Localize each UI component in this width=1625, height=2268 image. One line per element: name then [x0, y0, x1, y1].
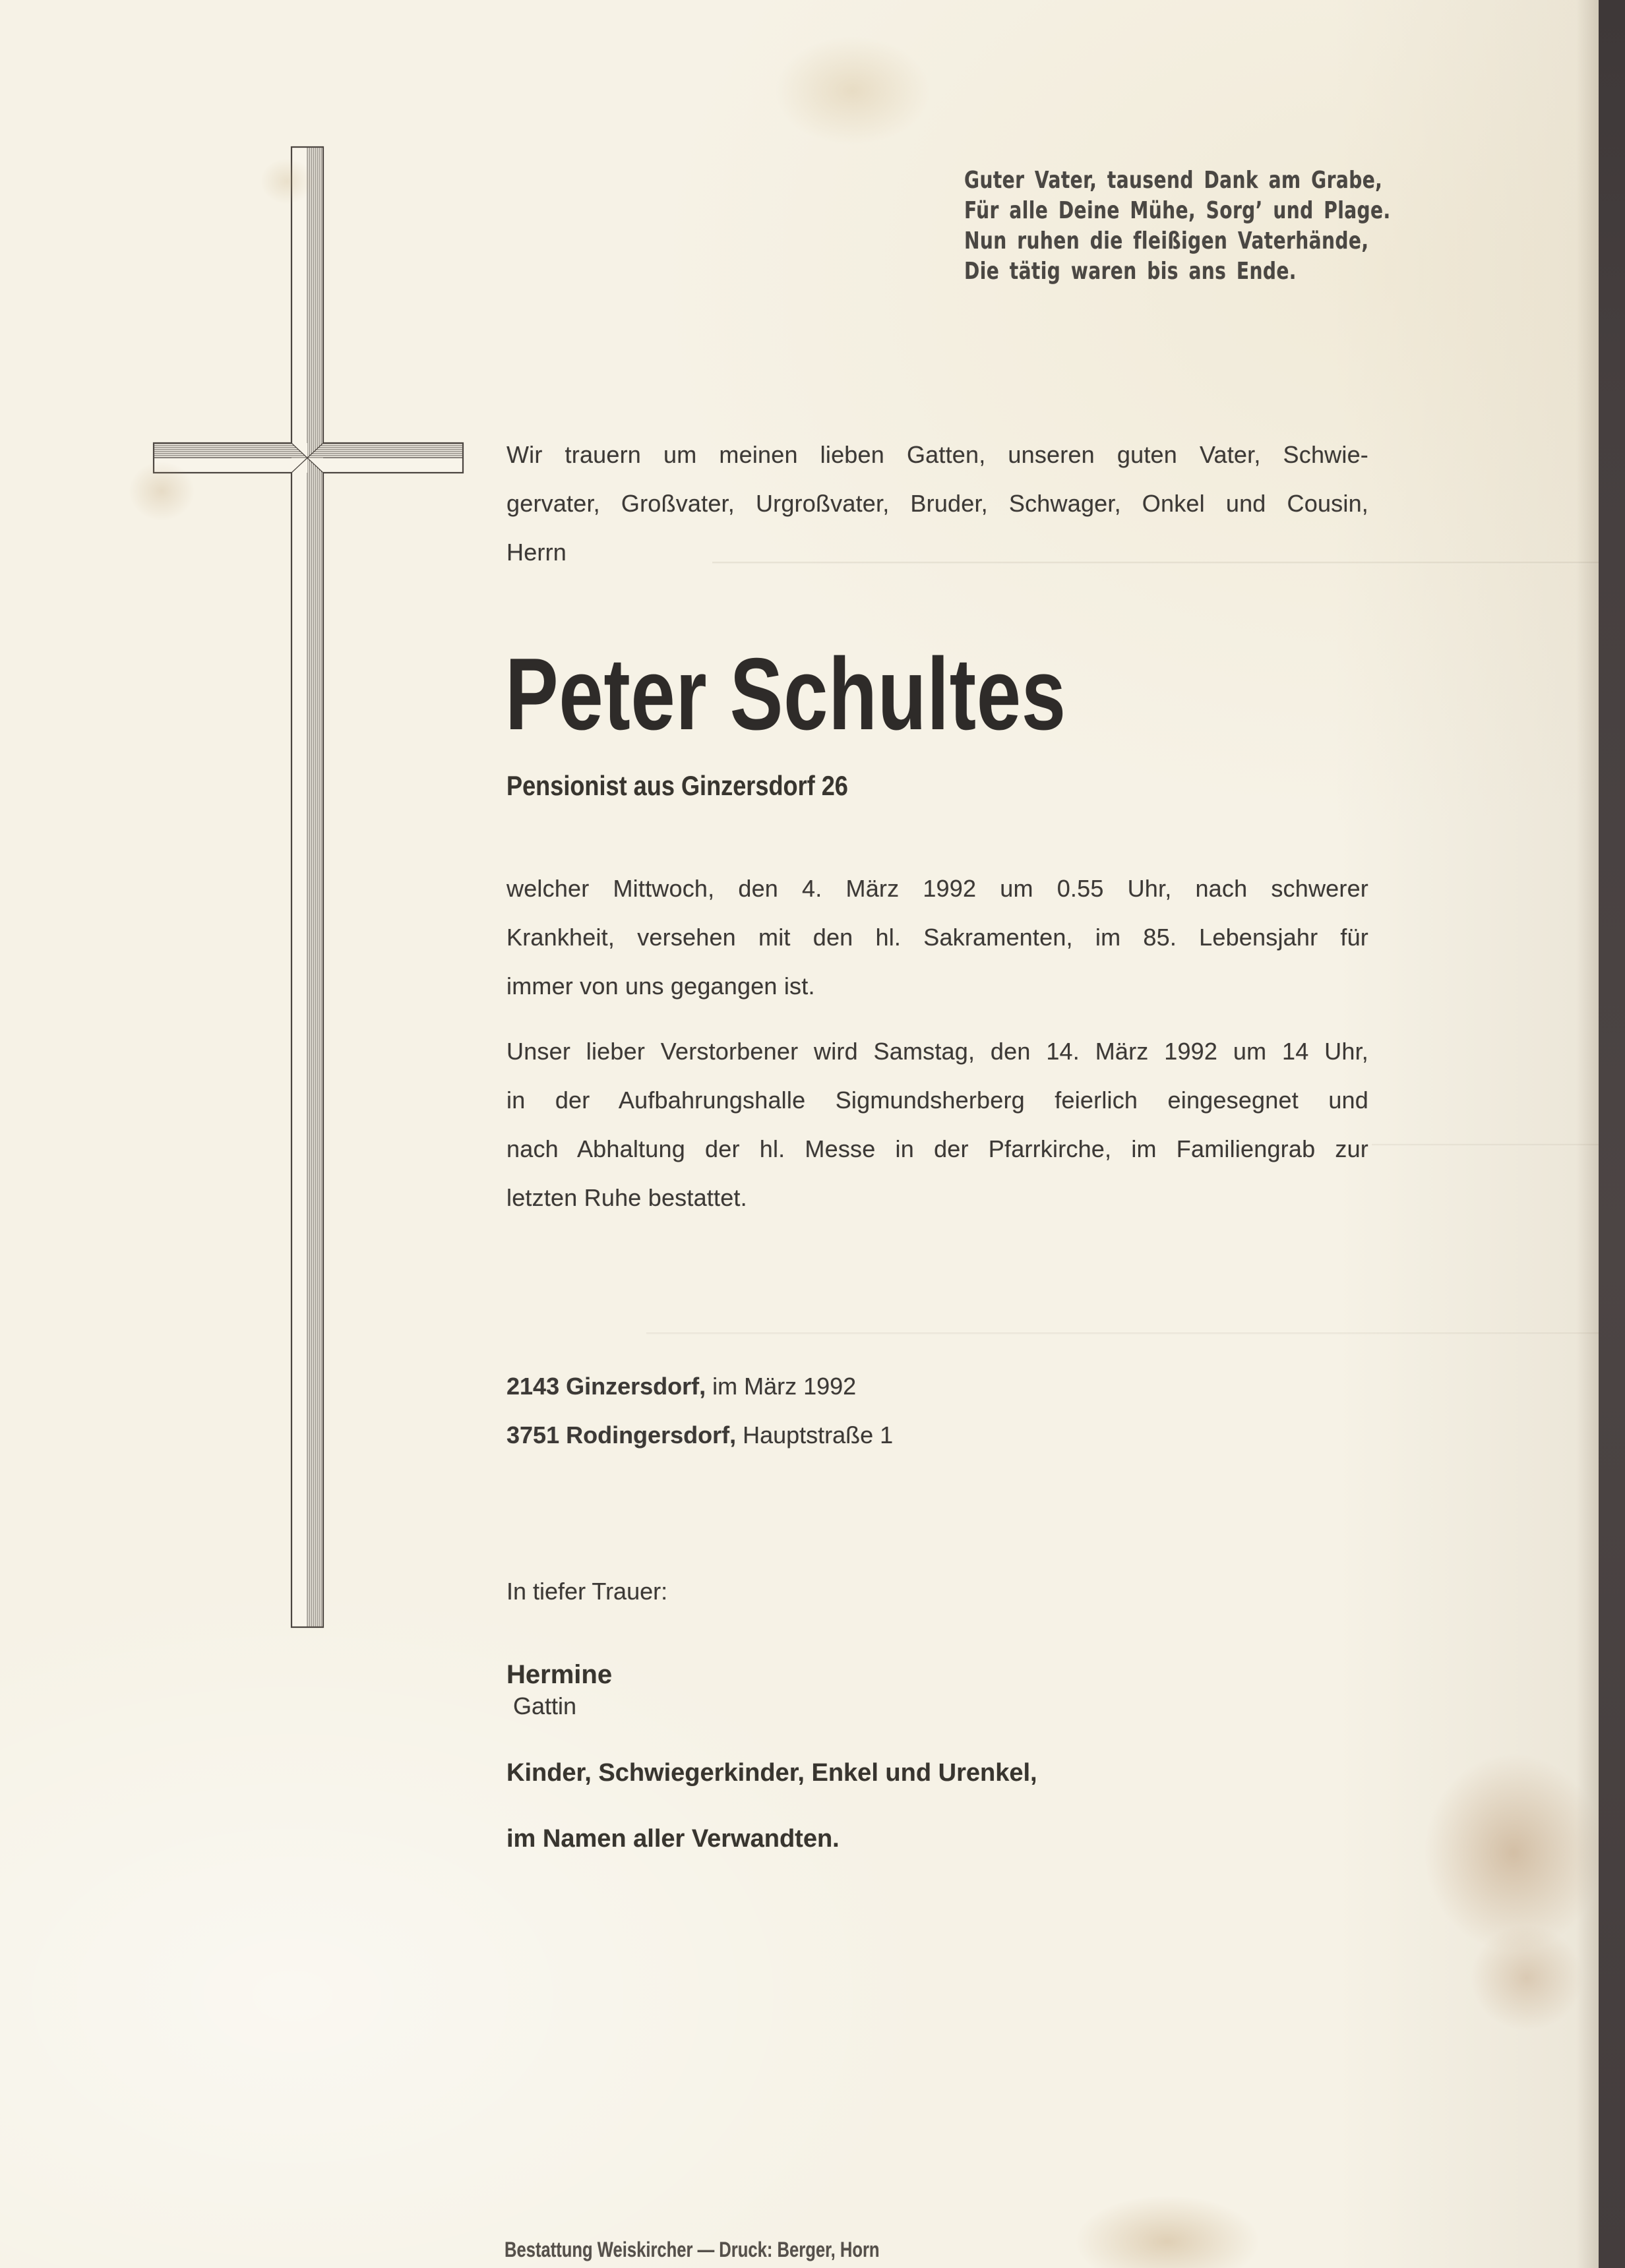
paragraph-line: Krankheit, versehen mit den hl. Sakramenten, im 85. Lebensjahr für — [506, 924, 1368, 951]
paragraph-line: nach Abhaltung der hl. Messe in der Pfarrkirche, im Familiengrab zur — [506, 1135, 1368, 1162]
funeral-notice-paragraph — [506, 1027, 1368, 1222]
widow-name: Hermine — [506, 1660, 613, 1689]
mourning-heading: In tiefer Trauer: — [506, 1578, 668, 1605]
poem-line: Nun ruhen die fleißigen Vaterhände, — [964, 227, 1369, 254]
scanner-edge-strip — [1599, 0, 1625, 2268]
paragraph-line: Herrn — [506, 539, 567, 566]
printer-imprint: Bestattung Weiskircher — Druck: Berger, Horn — [505, 2238, 880, 2261]
intro-paragraph — [506, 431, 1368, 577]
paragraph-line: gervater, Großvater, Urgroßvater, Bruder, Schwager, Onkel und Cousin, — [506, 490, 1368, 517]
paper-crease — [1372, 1144, 1599, 1147]
widow-relation: Gattin — [513, 1692, 577, 1719]
paragraph-line: in der Aufbahrungshalle Sigmundsherberg feierlich eingesegnet und — [506, 1087, 1368, 1114]
address-rest: Hauptstraße 1 — [736, 1421, 894, 1448]
paragraph-line: Unser lieber Verstorbener wird Samstag, den 14. März 1992 um 14 Uhr, — [506, 1038, 1368, 1065]
memorial-cross-icon — [138, 138, 468, 1635]
death-notice-paragraph — [506, 864, 1368, 1011]
address-rest: im März 1992 — [706, 1373, 857, 1400]
memorial-poem — [964, 165, 1391, 287]
paper-stain — [775, 36, 930, 145]
paragraph-line: immer von uns gegangen ist. — [506, 972, 815, 1000]
deceased-name: Peter Schultes — [505, 637, 1066, 751]
address-place: 3751 Rodingersdorf, — [506, 1421, 737, 1448]
deceased-subtitle: Pensionist aus Ginzersdorf 26 — [506, 770, 848, 801]
poem-line: Guter Vater, tausend Dank am Grabe, — [964, 167, 1383, 194]
cross-hatching — [154, 147, 463, 1627]
relatives-line: Kinder, Schwiegerkinder, Enkel und Urenkel, — [506, 1759, 1037, 1787]
paper-edge-shadow — [1576, 0, 1599, 2268]
paragraph-line: Wir trauern um meinen lieben Gatten, unseren guten Vater, Schwie- — [506, 441, 1368, 468]
poem-line: Die tätig waren bis ans Ende. — [964, 258, 1297, 285]
paragraph-line: welcher Mittwoch, den 4. März 1992 um 0.55 Uhr, nach schwerer — [506, 875, 1368, 902]
address-line — [506, 1411, 893, 1460]
paper-stain — [1075, 2195, 1260, 2268]
closing-line: im Namen aller Verwandten. — [506, 1825, 840, 1853]
paper-crease — [646, 1332, 1599, 1335]
address-line — [506, 1362, 893, 1411]
paragraph-line: letzten Ruhe bestattet. — [506, 1184, 747, 1211]
poem-line: Für alle Deine Mühe, Sorg’ und Plage. — [964, 197, 1391, 224]
address-block — [506, 1362, 893, 1460]
address-place: 2143 Ginzersdorf, — [506, 1373, 706, 1400]
paper-stain — [1471, 1925, 1583, 2031]
